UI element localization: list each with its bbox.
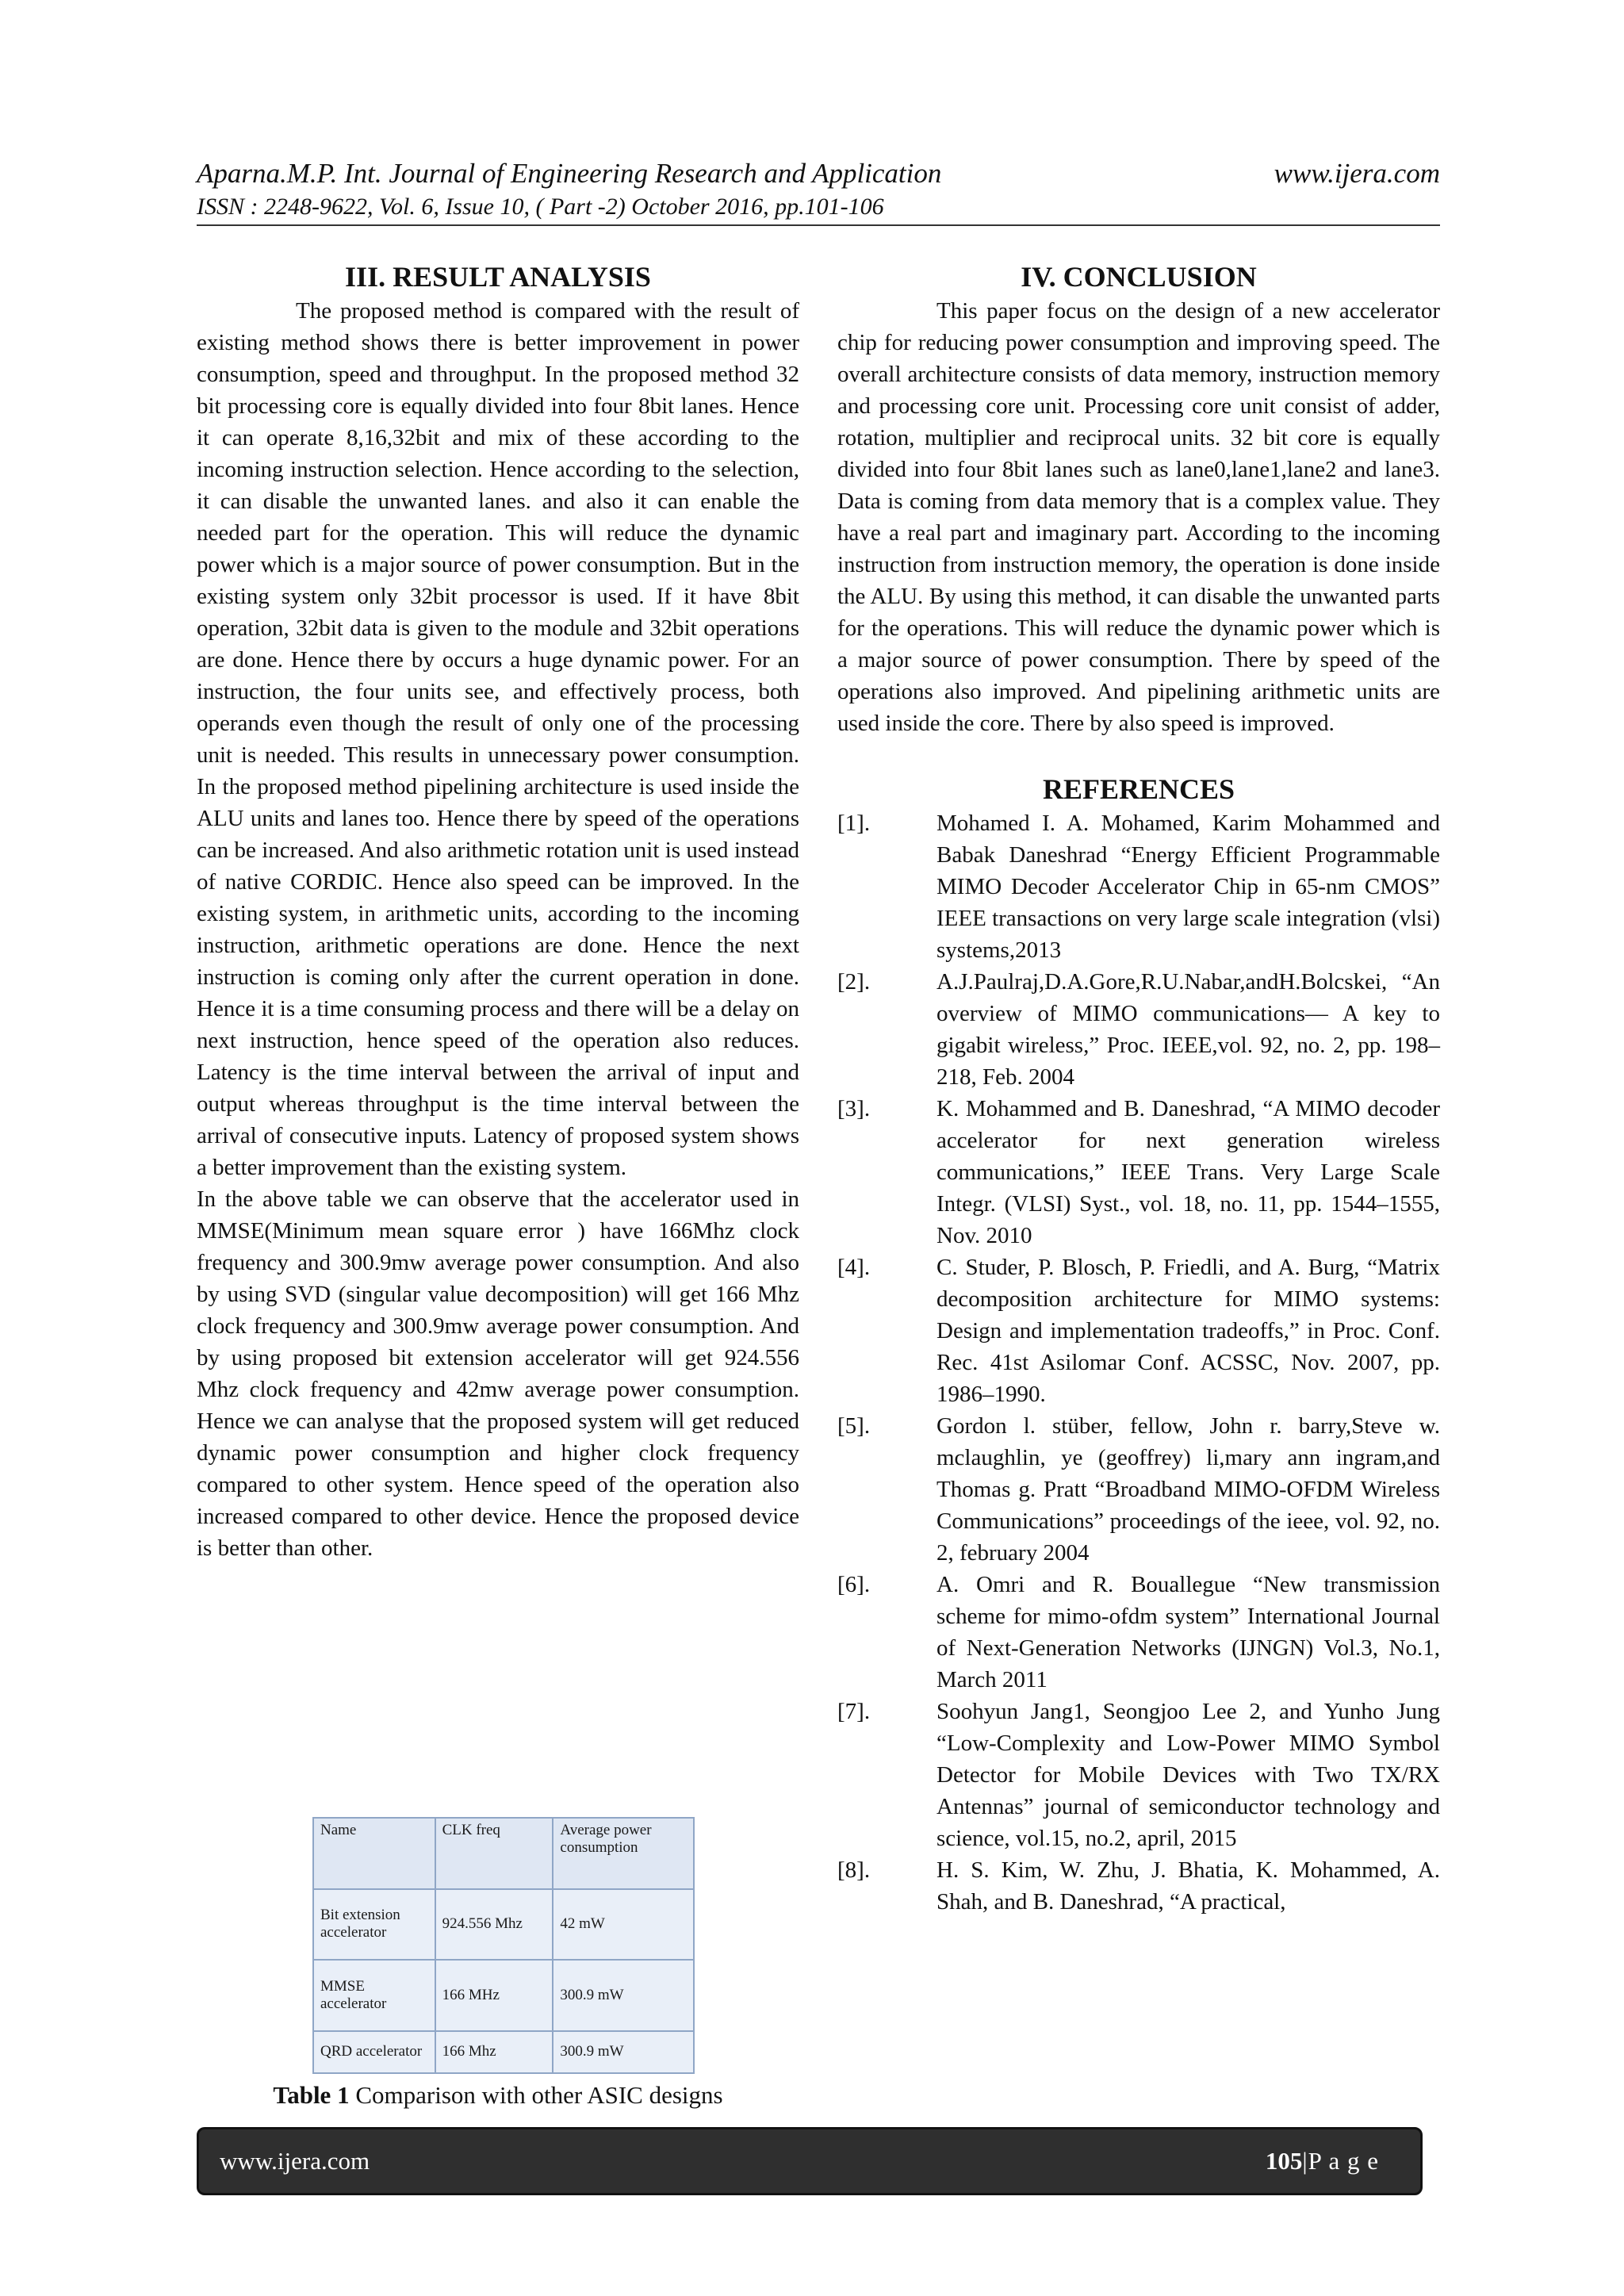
page-label: |P a g e [1302,2147,1379,2175]
table-row [313,1889,694,1961]
table-caption-text: Comparison with other ASIC designs [349,2081,723,2109]
table-header-cell: CLK freq [435,1818,553,1889]
reference-item [837,1696,1440,1854]
table-cell: 924.556 Mhz [435,1889,553,1961]
table-cell: 300.9 mW [553,1960,694,2031]
reference-item [837,807,1440,966]
reference-number: [8]. [837,1857,871,1883]
reference-item [837,966,1440,1093]
reference-number: [2]. [837,969,871,995]
left-column [197,259,799,1564]
reference-number: [7]. [837,1699,871,1724]
reference-text: Gordon l. stüber, fellow, John r. barry,Steve w. mclaughlin, ye (geoffrey) li,mary ann ingram,and Thomas g. Pratt “Broadband MIMO-OFDM Wireless Communications” proceedings of the ieee, vol. 92, no. 2, february 2004 [936,1413,1440,1566]
reference-number: [1]. [837,811,871,836]
reference-item [837,1854,1440,1918]
table-cell: 42 mW [553,1889,694,1961]
reference-number: [5]. [837,1413,871,1439]
table-header-cell: Average power consumption [553,1818,694,1889]
reference-number: [3]. [837,1096,871,1121]
result-analysis-paragraph-2: In the above table we can observe that the accelerator used in MMSE(Minimum mean square error ) have 166Mhz clock frequency and 300.9mw average power consumption. And also by using SVD (singular value decomposition) will get 166 Mhz clock frequency and 300.9mw average power consumption. And by using proposed bit extension accelerator will get 924.556 Mhz clock frequency and 42mw average power consumption. Hence we can analyse that the proposed system will get reduced dynamic power consumption and higher clock frequency compared to other system. Hence speed of the operation also increased compared to other device. Hence the proposed device is better than other. [197,1186,799,1561]
issue-info: ISSN : 2248-9622, Vol. 6, Issue 10, ( Part -2) October 2016, pp.101-106 [197,194,884,220]
conclusion-paragraph: This paper focus on the design of a new accelerator chip for reducing power consumption and improving speed. The overall architecture consists of data memory, instruction memory and processing core unit. Processing core unit consist of adder, rotation, multiplier and reciprocal units. 32 bit core is equally divided into four 8bit lanes such as lane0,lane1,lane2 and lane3. Data is coming from data memory that is a complex value. They have a real part and imaginary part. According to the incoming instruction from instruction memory, the operation is done inside the ALU. By using this method, it can disable the unwanted parts for the operations. This will reduce the dynamic power which is a major source of power consumption. There by speed of the operations also improved. And pipelining arithmetic units are used inside the core. There by also speed is improved. [837,298,1440,736]
references-heading: REFERENCES [1042,773,1235,805]
table-caption [197,2079,799,2111]
page-number [1266,2145,1379,2177]
reference-text: A.J.Paulraj,D.A.Gore,R.U.Nabar,andH.Bolcskei, “An overview of MIMO communications— A key to gigabit wireless,” Proc. IEEE,vol. 92, no. 2, pp. 198–218, Feb. 2004 [936,969,1440,1090]
running-header [197,155,1440,222]
comparison-table [312,1817,695,2074]
table-caption-label: Table 1 [273,2081,350,2109]
table-cell: Bit extension accelerator [313,1889,435,1961]
section-title-result-analysis: III. RESULT ANALYSIS [345,261,651,293]
journal-website[interactable]: www.ijera.com [1274,158,1440,189]
reference-item [837,1251,1440,1410]
header-rule [197,224,1440,226]
section-title-conclusion: IV. CONCLUSION [1021,261,1257,293]
reference-item [837,1410,1440,1569]
table-row [313,2031,694,2073]
page-number-value: 105 [1265,2147,1303,2175]
table-cell: QRD accelerator [313,2031,435,2073]
reference-list [837,807,1440,1918]
reference-text: Soohyun Jang1, Seongjoo Lee 2, and Yunho Jung “Low-Complexity and Low-Power MIMO Symbol Detector for Mobile Devices with Two TX/RX Antennas” journal of semiconductor technology and science, vol.15, no.2, april, 2015 [936,1699,1440,1851]
reference-text: Mohamed I. A. Mohamed, Karim Mohammed and Babak Daneshrad “Energy Efficient Programmable MIMO Decoder Accelerator Chip in 65-nm CMOS” IEEE transactions on very large scale integration (vlsi) systems,2013 [936,811,1440,963]
reference-text: K. Mohammed and B. Daneshrad, “A MIMO decoder accelerator for next generation wireless communications,” IEEE Trans. Very Large Scale Integr. (VLSI) Syst., vol. 18, no. 11, pp. 1544–1555, Nov. 2010 [936,1096,1440,1248]
table-row [313,1960,694,2031]
table-header-row [313,1818,694,1889]
reference-number: [6]. [837,1572,871,1597]
right-column [837,259,1440,1918]
result-analysis-paragraph-1: The proposed method is compared with the result of existing method shows there is better improvement in power consumption, speed and throughput. In the proposed method 32 bit processing core is equally divided into four 8bit lanes. Hence it can operate 8,16,32bit and mix of these according to the incoming instruction selection. Hence according to the selection, it can disable the unwanted lanes. and also it can enable the needed part for the operation. This will reduce the dynamic power which is a major source of power consumption. But in the existing system only 32bit processor is used. If it have 8bit operation, 32bit data is given to the module and 32bit operations are done. Hence there by occurs a huge dynamic power. For an instruction, the four units see, and effectively process, both operands even though the result of only one of the processing unit is needed. This results in unnecessary power consumption. In the proposed method pipelining architecture is used inside the ALU units and lanes too. Hence there by speed of the operations can be increased. And also arithmetic rotation unit is used instead of native CORDIC. Hence also speed can be improved. In the existing system, in arithmetic units, according to the incoming instruction, arithmetic operations are done. Hence the next instruction is coming only after the current operation in done. Hence it is a time consuming process and there will be a delay on next instruction, hence speed of the operation also reduces. Latency is the time interval between the arrival of input and output whereas throughput is the time interval between the arrival of consecutive inputs. Latency of proposed system shows a better improvement than the existing system. [197,298,799,1180]
reference-text: C. Studer, P. Blosch, P. Friedli, and A. Burg, “Matrix decomposition architecture for MIMO systems: Design and implementation tradeoffs,” in Proc. Conf. Rec. 41st Asilomar Conf. ACSSC, Nov. 2007, pp. 1986–1990. [936,1255,1440,1407]
reference-item [837,1093,1440,1251]
reference-number: [4]. [837,1255,871,1280]
journal-title: Aparna.M.P. Int. Journal of Engineering Research and Application [197,158,942,189]
reference-text: A. Omri and R. Bouallegue “New transmission scheme for mimo-ofdm system” International Journal of Next-Generation Networks (IJNGN) Vol.3, No.1, March 2011 [936,1572,1440,1692]
reference-text: H. S. Kim, W. Zhu, J. Bhatia, K. Mohammed, A. Shah, and B. Daneshrad, “A practical, [936,1857,1440,1915]
table-cell: 166 Mhz [435,2031,553,2073]
footer-website[interactable]: www.ijera.com [220,2147,370,2175]
table-cell: 166 MHz [435,1960,553,2031]
table-cell: MMSE accelerator [313,1960,435,2031]
table-header-cell: Name [313,1818,435,1889]
table-cell: 300.9 mW [553,2031,694,2073]
reference-item [837,1569,1440,1696]
page-footer [197,2127,1423,2195]
comparison-table-image [312,1817,695,2074]
